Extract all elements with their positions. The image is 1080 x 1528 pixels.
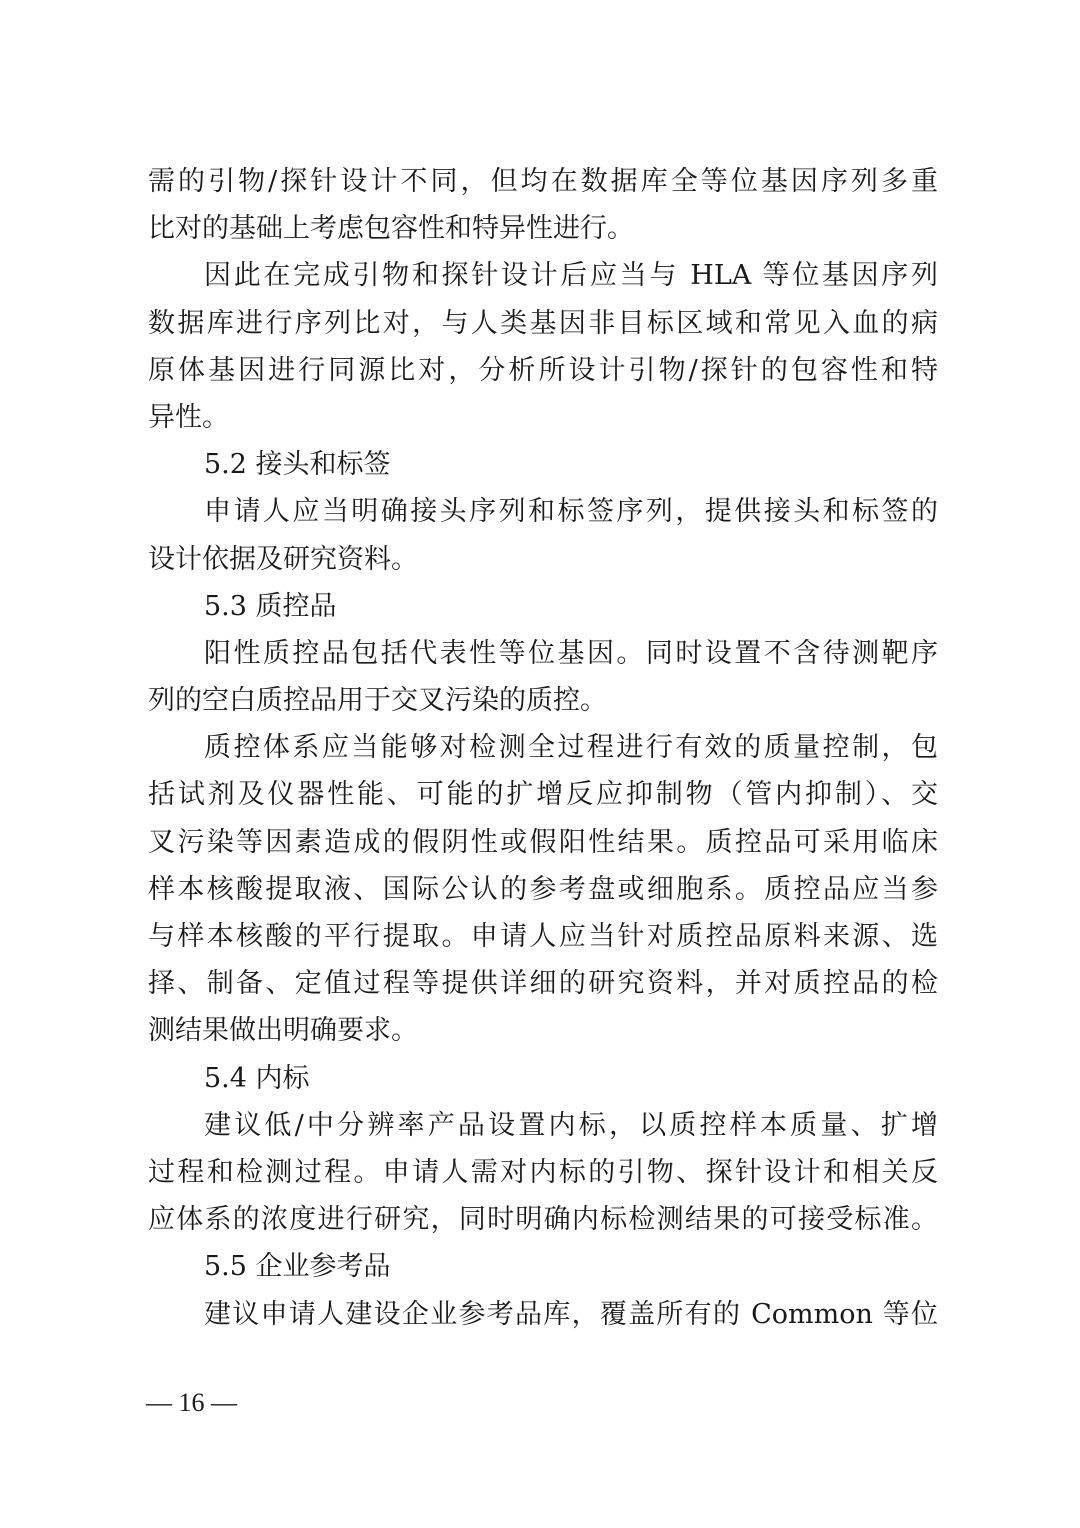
text-line: 测结果做出明确要求。 <box>148 1015 418 1047</box>
text-line: 因此在完成引物和探针设计后应当与 HLA 等位基因序列 <box>204 260 938 292</box>
section-heading: 5.5 企业参考品 <box>204 1251 391 1283</box>
text-line: 原体基因进行同源比对，分析所设计引物/探针的包容性和特 <box>148 354 938 386</box>
text-line: 比对的基础上考虑包容性和特异性进行。 <box>148 213 634 245</box>
text-line: 列的空白质控品用于交叉污染的质控。 <box>148 685 607 717</box>
text-line: 叉污染等因素造成的假阴性或假阳性结果。质控品可采用临床 <box>148 826 938 858</box>
body-text <box>148 158 938 1338</box>
section-heading: 5.3 质控品 <box>204 590 337 622</box>
text-line: 阳性质控品包括代表性等位基因。同时设置不含待测靶序 <box>204 637 938 669</box>
text-line: 择、制备、定值过程等提供详细的研究资料，并对质控品的检 <box>148 968 938 1000</box>
text-line: 样本核酸提取液、国际公认的参考盘或细胞系。质控品应当参 <box>148 873 938 905</box>
section-heading: 5.2 接头和标签 <box>204 449 391 481</box>
section-heading: 5.4 内标 <box>204 1062 310 1094</box>
text-line: 设计依据及研究资料。 <box>148 543 418 575</box>
text-line: 过程和检测过程。申请人需对内标的引物、探针设计和相关反 <box>148 1156 938 1188</box>
page-number: — 16 — <box>146 1388 237 1417</box>
text-line: 需的引物/探针设计不同，但均在数据库全等位基因序列多重 <box>148 166 938 197</box>
text-line: 建议申请人建设企业参考品库，覆盖所有的 Common 等位 <box>204 1298 938 1330</box>
text-line: 异性。 <box>148 401 229 433</box>
text-line: 应体系的浓度进行研究，同时明确内标检测结果的可接受标准。 <box>148 1204 938 1236</box>
text-line: 建议低/中分辨率产品设置内标，以质控样本质量、扩增 <box>204 1109 938 1141</box>
text-line: 与样本核酸的平行提取。申请人应当针对质控品原料来源、选 <box>148 921 938 952</box>
text-line: 申请人应当明确接头序列和标签序列，提供接头和标签的 <box>204 496 938 528</box>
text-line: 数据库进行序列比对，与人类基因非目标区域和常见入血的病 <box>148 307 938 339</box>
text-line: 括试剂及仪器性能、可能的扩增反应抑制物（管内抑制）、交 <box>148 779 938 811</box>
text-line: 质控体系应当能够对检测全过程进行有效的质量控制，包 <box>204 732 938 764</box>
